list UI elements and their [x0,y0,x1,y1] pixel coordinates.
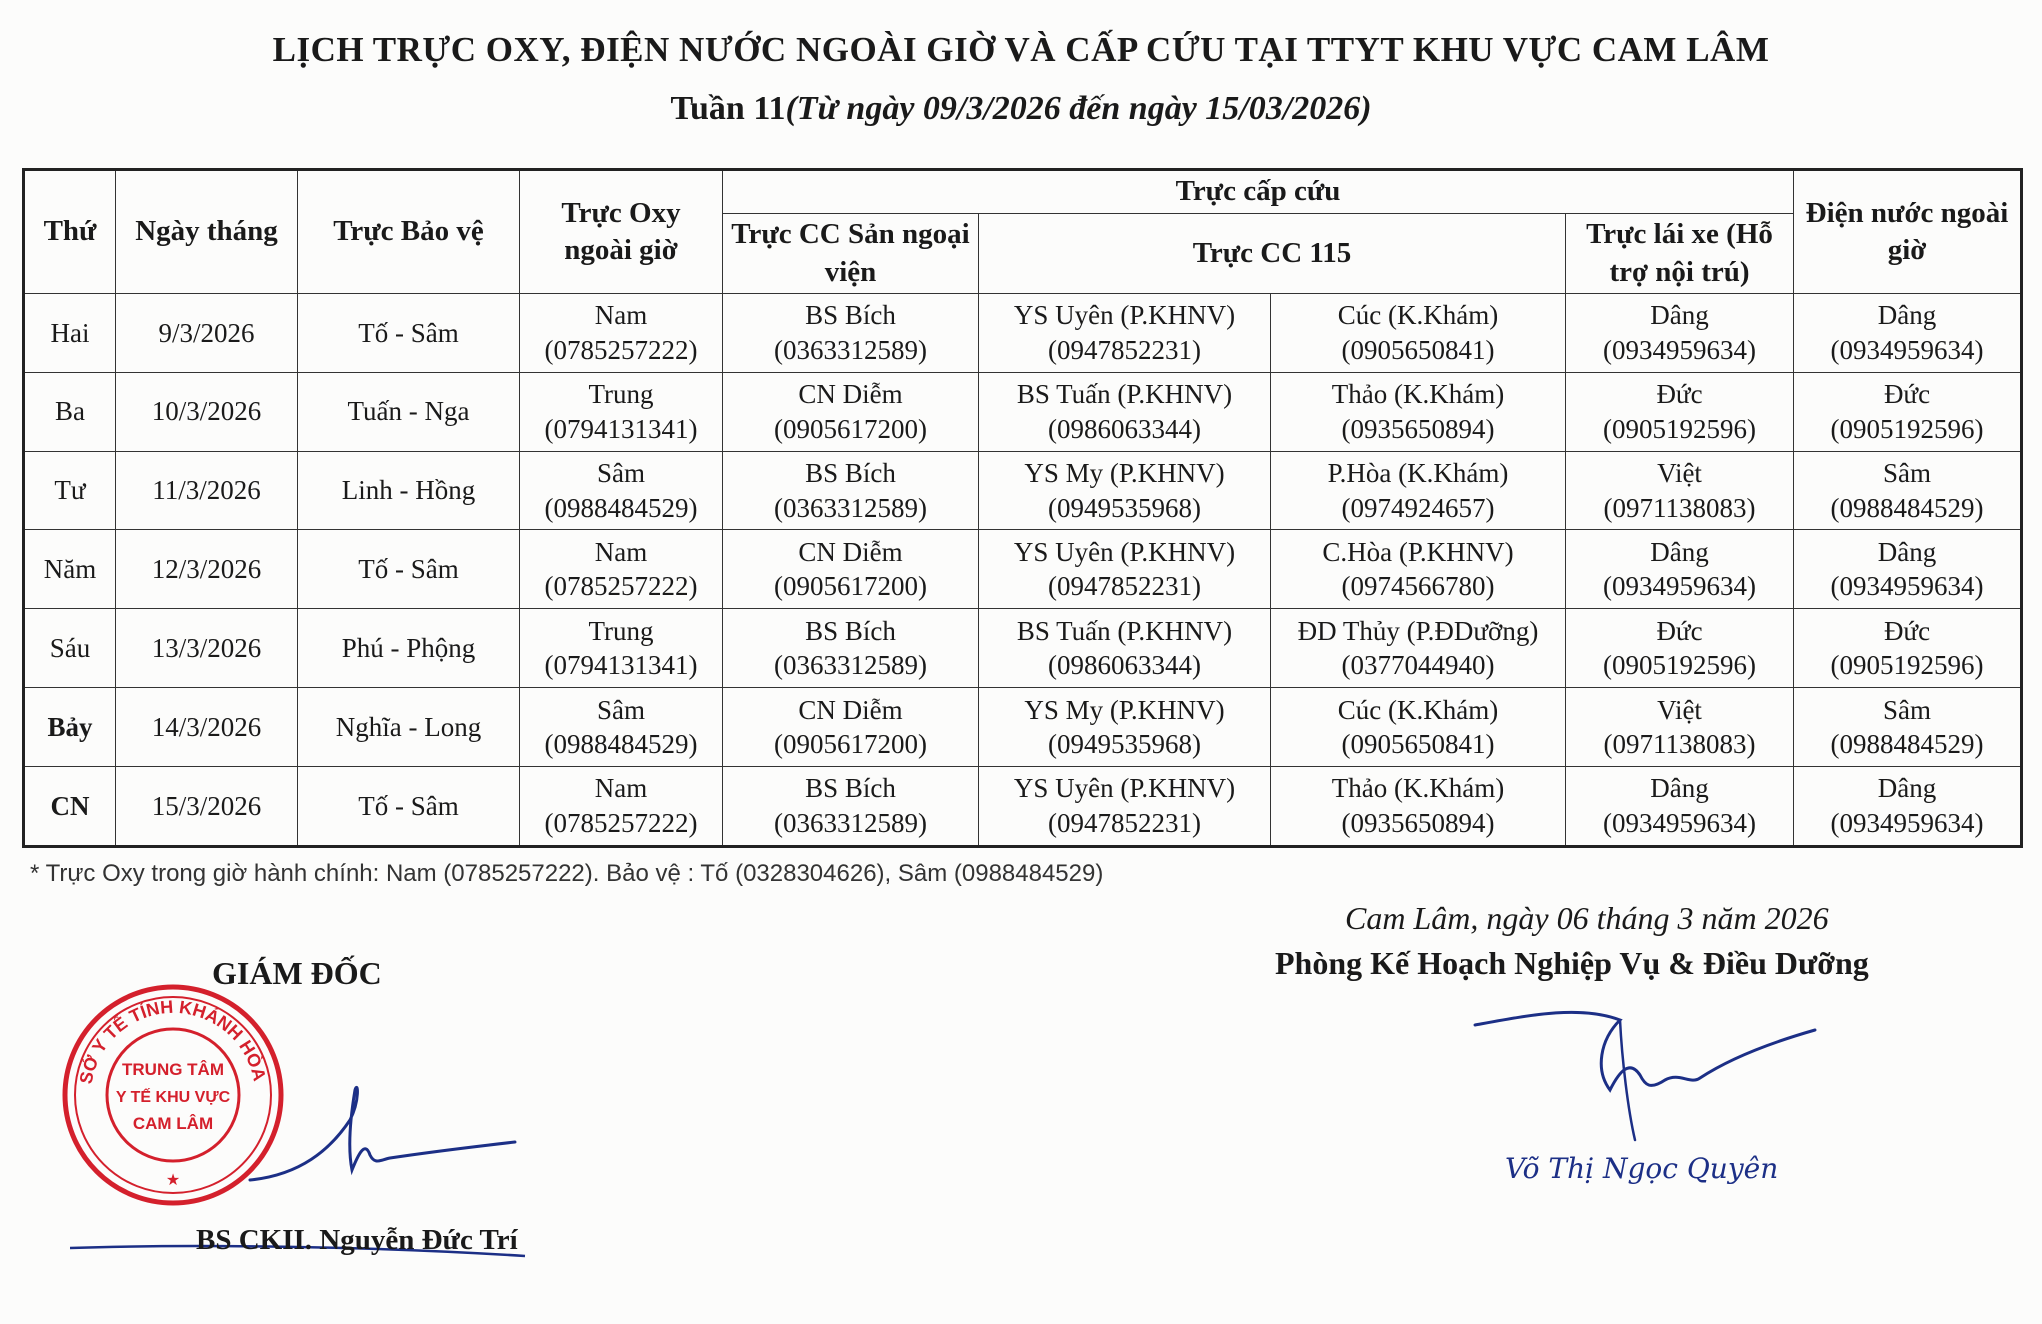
cell-dien-nuoc [1794,766,2022,846]
table-row [24,372,2022,451]
cell-cc115-a-phone: (0947852231) [1048,571,1201,602]
cell-cc115-b-phone: (0935650894) [1341,807,1495,838]
cell-cc115-a [979,294,1271,373]
cell-dien-nuoc-person: Sâm [1882,458,1931,489]
cell-cc115-a-phone: (0986063344) [1048,413,1201,444]
header-bao-ve: Trực Bảo vệ [298,170,520,294]
footnote: * Trực Oxy trong giờ hành chính: Nam (0785257222). Bảo vệ : Tố (0328304626), Sâm (0988484529) [30,860,1104,887]
date-range: (Từ ngày 09/3/2026 đến ngày 15/03/2026) [785,90,1372,127]
header-cc-san: Trực CC Sản ngoại viện [723,214,979,294]
cell-lai-xe-person: Đức [1656,379,1703,410]
cell-lai-xe-person: Dâng [1650,300,1709,331]
svg-text:CAM LÂM: CAM LÂM [132,1114,214,1133]
cell-dien-nuoc-phone: (0905192596) [1830,413,1984,444]
cell-oxy [520,530,723,609]
cell-dien-nuoc-phone: (0988484529) [1830,729,1984,760]
cell-cc-san-phone: (0363312589) [774,650,927,681]
cell-bao-ve: Linh - Hồng [298,451,520,530]
cell-lai-xe [1566,688,1794,767]
cell-cc-san-phone: (0905617200) [774,413,927,444]
cell-oxy-person: Nam [594,773,648,804]
cell-cc-san-phone: (0363312589) [774,807,927,838]
cell-cc115-a-person: YS Uyên (P.KHNV) [1013,773,1236,804]
cell-dien-nuoc-phone: (0934959634) [1830,807,1984,838]
cell-dien-nuoc [1794,294,2022,373]
cell-oxy-phone: (0988484529) [544,492,698,523]
cell-oxy-person: Sâm [596,458,645,489]
cell-lai-xe [1566,451,1794,530]
header-cap-cuu: Trực cấp cứu [723,170,1794,214]
cell-cc115-b-person: P.Hòa (K.Khám) [1327,458,1509,489]
cell-lai-xe [1566,372,1794,451]
cell-dien-nuoc-person: Dâng [1877,300,1937,331]
cell-dien-nuoc [1794,372,2022,451]
cell-ngay: 11/3/2026 [116,451,298,530]
cell-lai-xe [1566,609,1794,688]
department-signature [1470,1000,1820,1150]
cell-cc-san [723,372,979,451]
cell-thu: Năm [24,530,116,609]
director-name: BS CKII. Nguyễn Đức Trí [196,1224,518,1256]
cell-lai-xe [1566,530,1794,609]
cell-cc-san-person: CN Diễm [798,379,903,410]
table-row [24,766,2022,846]
cell-thu: Sáu [24,609,116,688]
issue-date: Cam Lâm, ngày 06 tháng 3 năm 2026 [1345,900,1829,936]
cell-cc-san-person: CN Diễm [798,536,903,567]
cell-thu: Hai [24,294,116,373]
cell-cc-san-person: BS Bích [805,458,896,489]
cell-cc115-b-person: Cúc (K.Khám) [1337,300,1499,331]
cell-cc115-b [1271,766,1566,846]
cell-oxy-person: Nam [594,536,648,567]
cell-dien-nuoc [1794,451,2022,530]
svg-text:Y TẾ KHU VỰC: Y TẾ KHU VỰC [115,1089,231,1106]
cell-cc115-a-person: YS Uyên (P.KHNV) [1013,536,1236,567]
cell-oxy-person: Sâm [596,694,645,725]
cell-lai-xe-phone: (0971138083) [1603,492,1756,523]
cell-cc115-a [979,530,1271,609]
cell-cc115-a-person: BS Tuấn (P.KHNV) [1016,379,1233,410]
department-name: Phòng Kế Hoạch Nghiệp Vụ & Điều Dưỡng [1275,945,1869,981]
table-row [24,451,2022,530]
header-lai-xe: Trực lái xe (Hỗ trợ nội trú) [1566,214,1794,294]
cell-dien-nuoc-phone: (0905192596) [1830,650,1984,681]
cell-cc-san [723,609,979,688]
cell-cc115-b-person: Thảo (K.Khám) [1331,773,1505,804]
cell-cc115-a-phone: (0947852231) [1048,807,1201,838]
cell-cc-san-phone: (0363312589) [774,334,927,365]
document-title: LỊCH TRỰC OXY, ĐIỆN NƯỚC NGOÀI GIỜ VÀ CẤP CỨU TẠI TTYT KHU VỰC CAM LÂM [272,30,1770,69]
table-row [24,688,2022,767]
cell-thu: Ba [24,372,116,451]
schedule-body [24,294,2022,847]
svg-text:★: ★ [165,1172,181,1189]
cell-dien-nuoc-person: Dâng [1877,773,1937,804]
cell-cc-san-phone: (0905617200) [774,729,927,760]
cell-bao-ve: Tố - Sâm [298,530,520,609]
cell-cc115-b-person: C.Hòa (P.KHNV) [1322,536,1514,567]
department-signer-name: Võ Thị Ngọc Quyên [1505,1152,1779,1185]
cell-lai-xe-phone: (0934959634) [1603,807,1756,838]
cell-bao-ve: Tuấn - Nga [298,372,520,451]
cell-lai-xe-person: Việt [1657,458,1702,489]
cell-oxy [520,294,723,373]
cell-lai-xe-phone: (0934959634) [1603,571,1756,602]
table-row [24,609,2022,688]
cell-ngay: 14/3/2026 [116,688,298,767]
cell-cc115-a [979,372,1271,451]
cell-dien-nuoc-person: Đức [1883,379,1931,410]
cell-cc115-b-phone: (0905650841) [1341,334,1495,365]
svg-text:TRUNG TÂM: TRUNG TÂM [122,1060,224,1079]
cell-cc115-a-phone: (0947852231) [1048,334,1201,365]
cell-dien-nuoc-phone: (0934959634) [1830,571,1984,602]
cell-lai-xe [1566,294,1794,373]
cell-lai-xe-phone: (0905192596) [1603,650,1756,681]
header-oxy: Trực Oxy ngoài giờ [520,170,723,294]
cell-cc115-b-phone: (0905650841) [1341,729,1495,760]
cell-cc-san-person: CN Diễm [798,694,903,725]
cell-dien-nuoc-phone: (0934959634) [1830,334,1984,365]
cell-oxy-phone: (0785257222) [544,807,698,838]
header-cc-115: Trực CC 115 [979,214,1566,294]
cell-cc115-a-person: YS My (P.KHNV) [1024,458,1225,489]
cell-cc115-b-person: Cúc (K.Khám) [1337,694,1499,725]
cell-cc115-b-person: ĐD Thủy (P.ĐDưỡng) [1297,615,1539,646]
cell-cc115-b [1271,372,1566,451]
director-signature [240,1060,520,1210]
cell-cc115-a-phone: (0986063344) [1048,650,1201,681]
cell-ngay: 13/3/2026 [116,609,298,688]
cell-dien-nuoc-person: Đức [1883,615,1931,646]
cell-ngay: 12/3/2026 [116,530,298,609]
cell-oxy-phone: (0988484529) [544,729,698,760]
cell-oxy [520,688,723,767]
director-title: GIÁM ĐỐC [212,955,382,991]
cell-cc115-b [1271,530,1566,609]
table-row [24,294,2022,373]
cell-cc115-b-phone: (0974566780) [1341,571,1495,602]
cell-cc-san [723,530,979,609]
cell-cc115-a [979,451,1271,530]
cell-cc115-b-person: Thảo (K.Khám) [1331,379,1505,410]
cell-ngay: 9/3/2026 [116,294,298,373]
week-label: Tuần 11 [670,90,786,127]
cell-lai-xe-person: Đức [1656,615,1703,646]
cell-cc-san [723,451,979,530]
cell-bao-ve: Tố - Sâm [298,766,520,846]
cell-cc-san-person: BS Bích [805,300,896,331]
cell-lai-xe-phone: (0971138083) [1603,729,1756,760]
cell-cc115-b-phone: (0974924657) [1341,492,1495,523]
cell-oxy [520,372,723,451]
cell-ngay: 15/3/2026 [116,766,298,846]
cell-oxy-phone: (0794131341) [544,413,698,444]
cell-cc115-b [1271,688,1566,767]
cell-oxy [520,766,723,846]
cell-lai-xe-phone: (0905192596) [1603,413,1756,444]
cell-cc-san [723,294,979,373]
cell-bao-ve: Nghĩa - Long [298,688,520,767]
cell-cc115-a [979,609,1271,688]
cell-cc115-a-phone: (0949535968) [1048,729,1201,760]
cell-thu: Bảy [24,688,116,767]
cell-lai-xe-person: Việt [1657,694,1702,725]
cell-lai-xe-person: Dâng [1650,773,1709,804]
cell-cc115-b-phone: (0377044940) [1341,650,1495,681]
cell-cc-san-person: BS Bích [805,615,896,646]
cell-oxy-phone: (0785257222) [544,334,698,365]
header-thu: Thứ [24,170,116,294]
cell-lai-xe [1566,766,1794,846]
cell-oxy-phone: (0785257222) [544,571,698,602]
cell-cc115-a-phone: (0949535968) [1048,492,1201,523]
cell-cc115-a [979,766,1271,846]
cell-dien-nuoc [1794,688,2022,767]
cell-ngay: 10/3/2026 [116,372,298,451]
cell-oxy [520,609,723,688]
document-subtitle [0,90,2042,128]
cell-cc-san [723,766,979,846]
cell-dien-nuoc [1794,609,2022,688]
cell-dien-nuoc [1794,530,2022,609]
header-ngay-thang: Ngày tháng [116,170,298,294]
table-row [24,530,2022,609]
cell-dien-nuoc-phone: (0988484529) [1830,492,1984,523]
cell-cc115-b [1271,609,1566,688]
cell-cc-san-person: BS Bích [805,773,896,804]
cell-lai-xe-phone: (0934959634) [1603,334,1756,365]
cell-cc-san-phone: (0905617200) [774,571,927,602]
duty-schedule-table [22,168,2023,848]
cell-bao-ve: Phú - Phộng [298,609,520,688]
svg-text:SỞ Y TẾ TỈNH KHÁNH HÒA: SỞ Y TẾ TỈNH KHÁNH HÒA [75,996,270,1086]
cell-bao-ve: Tố - Sâm [298,294,520,373]
cell-cc115-a-person: BS Tuấn (P.KHNV) [1016,615,1233,646]
cell-cc115-a-person: YS My (P.KHNV) [1024,694,1225,725]
cell-cc115-b [1271,294,1566,373]
cell-cc-san [723,688,979,767]
header-dien-nuoc: Điện nước ngoài giờ [1794,170,2022,294]
cell-cc115-b-phone: (0935650894) [1341,413,1495,444]
cell-cc-san-phone: (0363312589) [774,492,927,523]
cell-dien-nuoc-person: Dâng [1877,536,1937,567]
cell-thu: CN [24,766,116,846]
cell-oxy-person: Trung [588,615,654,646]
cell-oxy-person: Trung [588,379,654,410]
cell-oxy [520,451,723,530]
cell-cc115-b [1271,451,1566,530]
cell-cc115-a [979,688,1271,767]
cell-thu: Tư [24,451,116,530]
cell-lai-xe-person: Dâng [1650,536,1709,567]
cell-cc115-a-person: YS Uyên (P.KHNV) [1013,300,1236,331]
cell-oxy-phone: (0794131341) [544,650,698,681]
cell-oxy-person: Nam [594,300,648,331]
cell-dien-nuoc-person: Sâm [1882,694,1931,725]
